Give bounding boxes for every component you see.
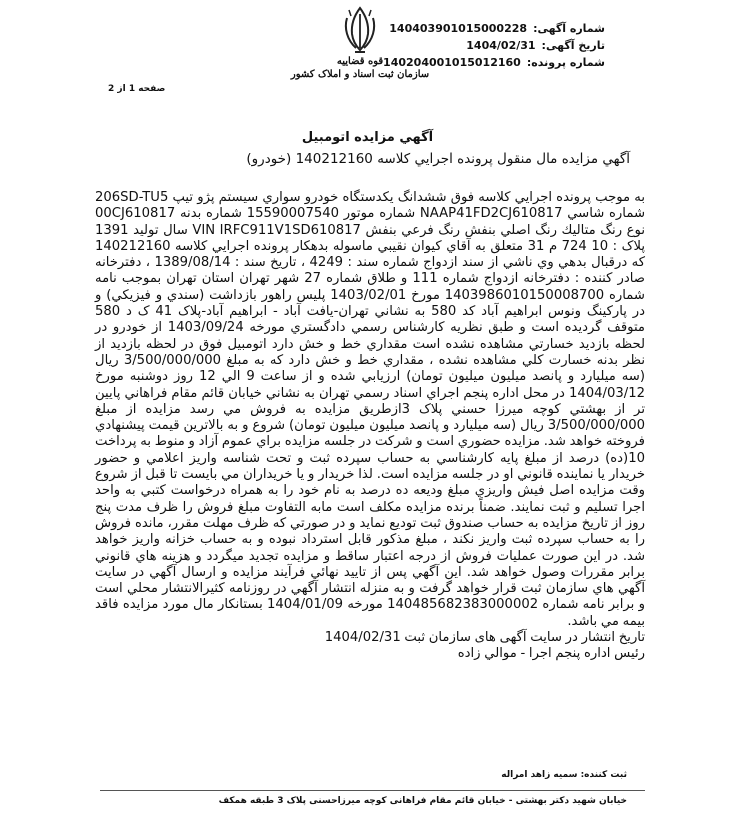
emblem-icon [339, 4, 381, 54]
ad-date-value: 1404/02/31 [466, 39, 536, 52]
notice-title: آگهي مزايده اتومبيل [301, 130, 434, 145]
ad-number-label: شماره آگهی: [533, 22, 605, 35]
body-paragraph-main: به موجب پرونده اجرايي كلاسه فوق ششدانگ يكدستگاه خودرو سواري سيستم پژو تيپ 206SD-TU5 شماره شاسي NAAP41FD2CJ610817 شماره موتور 15590007540 شماره بدنه 00CJ610817 نوع رنگ متاليك رنگ اصلي بنفش رنگ فرعي بنفش VIN IRFC911V1SD610817 سال توليد 1391 پلاک : 10 724 م 31 متعلق به آقاي كيوان نقيبي ماسوله بدهكار پرونده اجرايي كلاسه 140212160 كه درقبال بدهي وي ناشي از سند ازدواج شماره سند : 4249 ، تاريخ سند : 1389/08/14 ، دفترخانه صادر كننده : دفترخانه ازدواج شماره 111 و طلاق شماره 27 شهر تهران استان تهران بموجب نامه شماره 1403986010150008700 مورخ 1403/02/01 پليس راهور بازداشت (سندي و فيزيكي) و در پاركينگ ونوس ابراهيم آباد كد 580 به نشاني تهران-يافت آباد - ابراهيم آباد-پلاک 41 ک د 580 متوقف گرديده است و طبق نظريه كارشناس رسمي دادگستري مورخه 1403/09/24 از خودرو در لحظه بازديد خسارتي مشاهده نشده است مقداري خط و خش دارد اتومبيل فوق در لحظه بازديد از نظر بدنه خسارت كلي مشاهده نشده ، مقداري خط و خش دارد كه به مبلغ 3/500/000/000 ريال (سه ميليارد و پانصد ميليون ميليون تومان) ارزيابي شده و از ساعت 9 الي 12 روز دوشنبه مورخ 1404/03/12 در محل اداره پنجم اجراي اسناد رسمي تهران به نشاني خيابان قائم مقام فراهاني پايين تر از بهشتي كوچه ميرزا حسني پلاک 3ازطريق مزايده به فروش مي رسد مزايده از مبلغ 3/500/000/000 ريال (سه ميليارد و پانصد ميليون ميليون تومان) شروع و به بالاترين قيمت پيشنهادي فروخته خواهد شد. مزايده حضوري است و شركت در جلسه مزايده براي عموم آزاد و منوط به پرداخت 10(ده) درصد از مبلغ پايه كارشناسي به حساب سپرده ثبت و تحت شناسه واريز اعلامي و حضور خريدار يا نماينده قانوني او در جلسه مزايده است. لذا خريدار و يا خريداران مي بايست تا قبل از شروع وقت مزايده اصل فيش واريزي مبلغ وديعه ده درصد به نام خود را به همراه درخواست كتبي به واحد اجرا تسليم و ثبت نمايند. ضمناً برنده مزايده مكلف است مابه التفاوت مبلغ فروش را ظرف مدت پنج روز از تاريخ مزايده به حساب صندوق ثبت توديع نمايد و در صورتي كه ظرف مهلت مقرر، مانده فروش را به حساب سپرده ثبت واريز نكند ، مبلغ مذكور قابل استرداد نبوده و به حساب خزانه واريز خواهد شد. در اين صورت عمليات فروش از درجه اعتبار ساقط و مزايده تجديد ميگردد و هزينه هاي قانوني برابر مقررات وصول خواهد شد. اين آگهي پس از تاييد نهائي فرآيند مزايده و ارسال آگهي در سايت آگهي هاي سازمان ثبت قرار خواهد گرفت و به منزله انتشار آگهي در روزنامه كثيرالانتشار محلي است و برابر نامه شماره 140485682383000002 مورخه 1404/01/09 بستانكار مال مورد مزايده فاقد بيمه مي باشد. [95, 190, 646, 629]
emblem-text-organization: سازمان ثبت اسناد و املاک کشور [290, 69, 430, 80]
ad-number-value: 140403901015000228 [389, 22, 528, 35]
ad-date-label: تاریخ آگهی: [541, 39, 605, 52]
emblem-text-judiciary: قوه قضاییه [336, 56, 384, 67]
footer-divider [100, 790, 645, 791]
notice-subtitle: آگهي مزايده مال منقول پرونده اجرايي كلاسه 140212160 (خودرو) [246, 151, 630, 167]
judiciary-emblem [290, 4, 430, 104]
registrar-signature: ثبت کننده: سمیه زاهد امراله [501, 770, 627, 780]
case-number-value: 140204001015012160 [383, 56, 521, 69]
page-number: صفحه 1 از 2 [108, 84, 166, 94]
footer-address: خیابان شهید دکتر بهشتی - خیابان قائم مقام فراهانی کوچه میرزاحسنی پلاک 3 طبقه همکف [218, 796, 627, 806]
body-paragraph-signer: رئيس اداره پنجم اجرا - موالي زاده [457, 646, 645, 662]
body-paragraph-publish-date: تاريخ انتشار در سايت آگهی های سازمان ثبت 1404/02/31 [324, 630, 645, 646]
notice-body [95, 190, 645, 663]
case-number-label: شماره پرونده: [526, 56, 605, 69]
